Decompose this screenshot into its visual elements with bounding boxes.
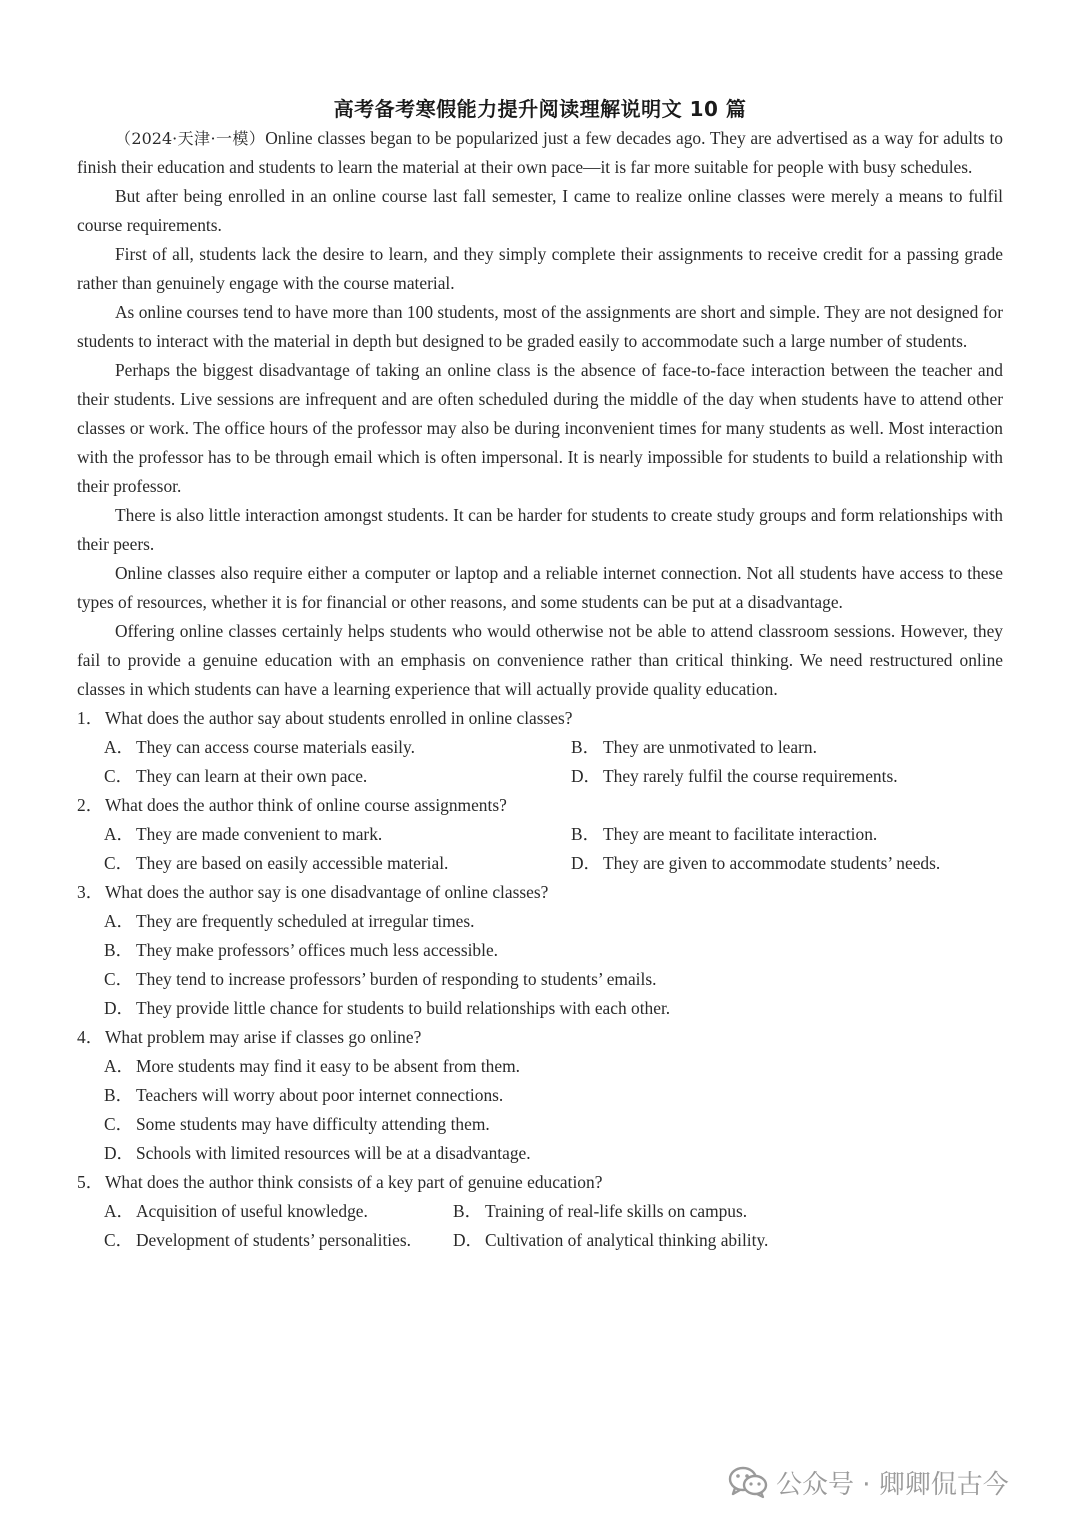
question-1-option-a: A． They can access course materials easily. xyxy=(104,737,415,757)
question-1-option-b: B． They are unmotivated to learn. xyxy=(571,737,817,757)
question-2-option-b: B． They are meant to facilitate interaction. xyxy=(571,824,878,844)
wechat-icon xyxy=(728,1465,768,1499)
watermark-text: 公众号 · 卿卿侃古今 xyxy=(776,1469,1009,1500)
paragraph-8: Offering online classes certainly helps students who would otherwise not be able to attend classroom sessions. However, they fail to provide a genuine education with an emphasis on convenience rather than critical thinking. We need restructured online classes in which students can have a learning experience that will actually provide quality education. xyxy=(77,621,1003,699)
paragraph-2: But after being enrolled in an online course last fall semester, I came to realize online classes were merely a means to fulfil course requirements. xyxy=(77,186,1003,235)
question-4-option-b: B． Teachers will worry about poor internet connections. xyxy=(104,1085,504,1105)
question-3-option-c: C． They tend to increase professors’ burden of responding to students’ emails. xyxy=(104,969,657,989)
paragraph-6: There is also little interaction amongst students. It can be harder for students to create study groups and form relationships with their peers. xyxy=(77,505,1003,554)
question-1: 1． What does the author say about students enrolled in online classes? xyxy=(77,708,573,728)
source-tag: （2024·天津·一模） xyxy=(115,129,266,148)
question-5-option-a: A． Acquisition of useful knowledge. xyxy=(104,1201,368,1221)
question-4-option-c: C． Some students may have difficulty attending them. xyxy=(104,1114,490,1134)
paragraph-1: （2024·天津·一模）Online classes began to be popularized just a few decades ago. They are advertised as a way for adults to finish their education and students to learn the material at their own pace—it is far more suitable for people with busy schedules. xyxy=(77,128,1003,177)
question-4-option-d: D． Schools with limited resources will be at a disadvantage. xyxy=(104,1143,531,1163)
question-3-option-b: B． They make professors’ offices much less accessible. xyxy=(104,940,499,960)
page-title: 高考备考寒假能力提升阅读理解说明文 10 篇 xyxy=(333,97,747,121)
watermark xyxy=(728,1460,1009,1504)
paragraph-7: Online classes also require either a computer or laptop and a reliable internet connection. Not all students have access to these types of resources, whether it is for financial or other reasons, and some students can be put at a disadvantage. xyxy=(77,563,1003,612)
passage xyxy=(77,124,1003,1255)
question-5: 5． What does the author think consists of a key part of genuine education? xyxy=(77,1172,603,1192)
question-3-option-a: A． They are frequently scheduled at irregular times. xyxy=(104,911,475,931)
question-2-option-d: D． They are given to accommodate students’ needs. xyxy=(571,853,941,873)
question-1-option-c: C． They can learn at their own pace. xyxy=(104,766,368,786)
question-4-option-a: A． More students may find it easy to be absent from them. xyxy=(104,1056,520,1076)
question-5-option-c: C． Development of students’ personalities. xyxy=(104,1230,411,1250)
paragraph-3: First of all, students lack the desire to learn, and they simply complete their assignments to receive credit for a passing grade rather than genuinely engage with the course material. xyxy=(77,244,1003,293)
question-1-option-d: D． They rarely fulfil the course requirements. xyxy=(571,766,898,786)
question-4: 4． What problem may arise if classes go online? xyxy=(77,1027,422,1047)
question-5-option-b: B． Training of real-life skills on campus. xyxy=(453,1201,748,1221)
question-2-option-a: A． They are made convenient to mark. xyxy=(104,824,383,844)
question-3: 3． What does the author say is one disadvantage of online classes? xyxy=(77,882,549,902)
paragraph-5: Perhaps the biggest disadvantage of taking an online class is the absence of face-to-face interaction between the teacher and their students. Live sessions are infrequent and are often scheduled during the middle of the day when students have to attend other classes or work. The office hours of the professor may also be during inconvenient times for many students as well. Most interaction with the professor has to be through email which is often impersonal. It is nearly impossible for students to build a relationship with their professor. xyxy=(77,360,1003,496)
question-2: 2． What does the author think of online course assignments? xyxy=(77,795,507,815)
question-5-option-d: D． Cultivation of analytical thinking ability. xyxy=(453,1230,769,1250)
paragraph-4: As online courses tend to have more than 100 students, most of the assignments are short and simple. They are not designed for students to interact with the material in depth but designed to be graded easily to accommodate such a large number of students. xyxy=(77,302,1003,351)
question-3-option-d: D． They provide little chance for students to build relationships with each other. xyxy=(104,998,671,1018)
question-2-option-c: C． They are based on easily accessible material. xyxy=(104,853,449,873)
